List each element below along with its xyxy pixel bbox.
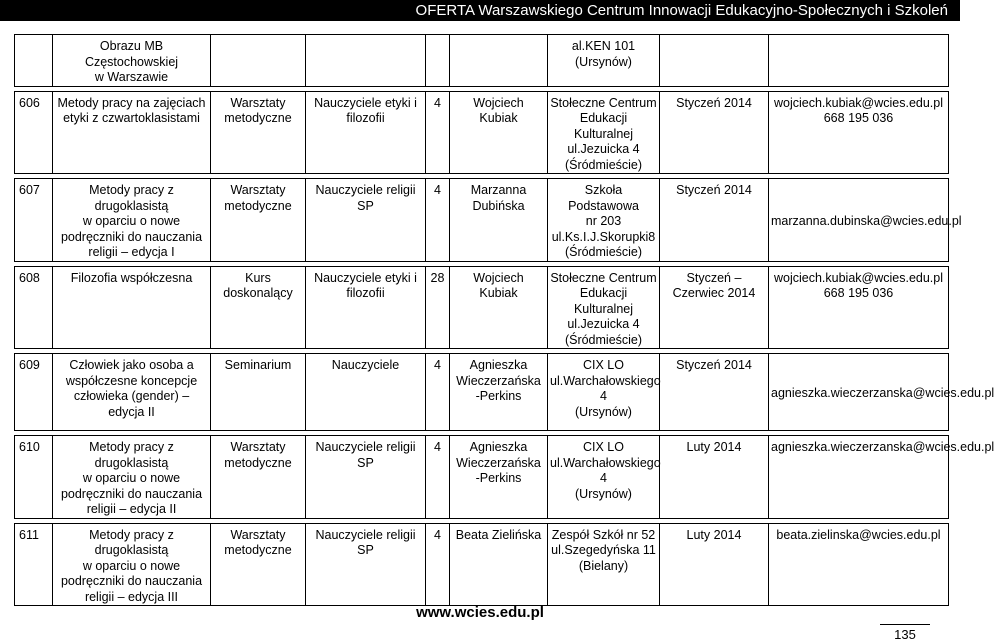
cell-place (548, 91, 660, 174)
cell-line: podręczniki do nauczania (60, 229, 203, 244)
cell-line: Nauczyciele etyki i (314, 270, 417, 285)
cell-line: (Ursynów) (575, 486, 632, 501)
cell-line: 4 (434, 183, 441, 197)
cell-line: 609 (19, 358, 40, 372)
cell-line: Luty 2014 (686, 440, 742, 454)
cell-audience (306, 179, 426, 262)
cell-line: 606 (19, 95, 40, 110)
cell-line: podręczniki do nauczania (60, 486, 203, 501)
cell-line: Edukacji Kulturalnej (573, 111, 634, 141)
cell-line: -Perkins (475, 389, 522, 403)
cell-line: -Perkins (475, 471, 522, 485)
cell-line: metodyczne (224, 543, 292, 557)
cell-line: (Śródmieście) (564, 332, 643, 347)
table-row (15, 266, 949, 349)
cell-date (660, 436, 769, 519)
cell-title (53, 523, 211, 606)
page-number: 135 (880, 624, 930, 642)
cell-line: Zespół Szkół nr 52 (551, 527, 656, 542)
cell-number (15, 436, 53, 519)
cell-line: 668 195 036 (823, 111, 894, 125)
cell-line: Czerwiec 2014 (672, 286, 756, 300)
cell-hours (426, 354, 450, 431)
cell-line: (Ursynów) (575, 404, 632, 419)
cell-line: Seminarium (224, 358, 292, 372)
cell-line: Warsztaty (230, 440, 286, 454)
cell-line: Kurs (245, 270, 271, 285)
cell-line: Styczeń 2014 (676, 95, 752, 110)
cell-line: ul.Warchałowskiego (550, 455, 661, 470)
cell-line: wojciech.kubiak@wcies.edu.pl (773, 270, 944, 285)
cell-form (211, 35, 306, 87)
cell-hours (426, 91, 450, 174)
cell-place (548, 354, 660, 431)
cell-audience (306, 91, 426, 174)
cell-line: Kubiak (479, 286, 518, 300)
cell-line: marzanna.dubinska@wcies.edu.pl (771, 214, 962, 228)
cell-form (211, 523, 306, 606)
cell-line: w oparciu o nowe (82, 558, 181, 573)
cell-line: (Śródmieście) (564, 157, 643, 172)
cell-leader (450, 91, 548, 174)
cell-audience (306, 354, 426, 431)
table-row (15, 436, 949, 519)
cell-line: Marzanna (470, 183, 527, 197)
cell-place (548, 35, 660, 87)
cell-line: Nauczyciele religii SP (315, 527, 416, 557)
cell-line: w Warszawie (94, 70, 169, 84)
cell-line: wojciech.kubiak@wcies.edu.pl (773, 95, 944, 110)
cell-line: ul.Jezuicka 4 (567, 142, 640, 156)
cell-contact (769, 354, 994, 431)
cell-line: Styczeń 2014 (676, 358, 752, 372)
cell-line: CIX LO (583, 440, 624, 454)
cell-line: religii – edycja I (88, 245, 175, 259)
cell-line: Obrazu MB Częstochowskiej (84, 39, 179, 69)
cell-number (15, 523, 53, 606)
cell-title (53, 436, 211, 519)
cell-leader (450, 35, 548, 87)
cell-hours (426, 179, 450, 262)
cell-line: beata.zielinska@wcies.edu.pl (776, 527, 941, 542)
footer-website: www.wcies.edu.pl (416, 604, 544, 621)
cell-title (53, 266, 211, 349)
cell-date (660, 354, 769, 431)
cell-line: Luty 2014 (686, 527, 742, 542)
cell-place (548, 436, 660, 519)
table-row (15, 354, 949, 431)
cell-line: Metody pracy na zajęciach (57, 95, 206, 110)
cell-contact (769, 266, 949, 349)
cell-line: religii – edycja III (84, 589, 179, 604)
cell-line: filozofii (346, 111, 385, 125)
page-banner: OFERTA Warszawskiego Centrum Innowacji Edukacyjno-Społecznych i Szkoleń (0, 0, 960, 21)
cell-number (15, 91, 53, 174)
cell-line: podręczniki do nauczania (60, 574, 203, 588)
cell-line: doskonalący (223, 286, 293, 300)
cell-contact (769, 523, 949, 606)
cell-line: Styczeń 2014 (676, 183, 752, 197)
cell-line: Warsztaty (230, 95, 286, 110)
cell-line: metodyczne (224, 111, 292, 125)
cell-line: 4 (434, 440, 441, 454)
cell-line: Człowiek jako osoba a (69, 358, 194, 372)
cell-title (53, 179, 211, 262)
cell-line: Metody pracy z drugoklasistą (89, 440, 174, 470)
course-table (14, 34, 994, 606)
cell-audience (306, 266, 426, 349)
cell-line: Nauczyciele etyki i (314, 95, 417, 110)
cell-line: (Bielany) (578, 558, 629, 573)
cell-date (660, 35, 769, 87)
cell-line: 4 (434, 527, 441, 542)
cell-line: 608 (19, 270, 40, 285)
cell-line: Wieczerzańska (456, 373, 541, 388)
cell-leader (450, 354, 548, 431)
cell-line: Warsztaty (230, 527, 286, 542)
cell-place (548, 523, 660, 606)
cell-line: Warsztaty (230, 183, 286, 197)
cell-line: 607 (19, 183, 40, 197)
table-row (15, 523, 949, 606)
table-row (15, 91, 949, 174)
cell-line: Nauczyciele (331, 358, 400, 372)
cell-audience (306, 436, 426, 519)
cell-leader (450, 179, 548, 262)
cell-form (211, 436, 306, 519)
cell-line: Beata Zielińska (455, 527, 542, 542)
cell-leader (450, 266, 548, 349)
cell-number (15, 35, 53, 87)
cell-line: Agnieszka (469, 358, 528, 372)
cell-line: nr 203 (585, 214, 622, 228)
cell-date (660, 523, 769, 606)
cell-leader (450, 523, 548, 606)
table-row (15, 35, 949, 87)
cell-line: 4 (434, 95, 441, 110)
cell-line: 610 (19, 440, 40, 454)
cell-line: ul.Warchałowskiego (550, 373, 661, 388)
cell-title (53, 35, 211, 87)
cell-date (660, 179, 769, 262)
cell-line: (Śródmieście) (564, 245, 643, 259)
cell-contact (769, 35, 949, 87)
cell-line: ul.Ks.I.J.Skorupki8 (551, 229, 656, 244)
cell-form (211, 91, 306, 174)
cell-line: Stołeczne Centrum (550, 270, 657, 285)
cell-line: Agnieszka (469, 440, 528, 454)
cell-number (15, 179, 53, 262)
cell-line: 28 (430, 270, 445, 285)
cell-hours (426, 35, 450, 87)
cell-line: Edukacji Kulturalnej (573, 286, 634, 316)
cell-contact (769, 436, 994, 519)
cell-form (211, 354, 306, 431)
cell-line: Nauczyciele religii SP (315, 183, 416, 213)
cell-title (53, 354, 211, 431)
cell-place (548, 179, 660, 262)
cell-line: Styczeń – (686, 270, 742, 285)
cell-line: 4 (600, 471, 607, 485)
cell-line: ul.Szegedyńska 11 (551, 543, 656, 557)
cell-audience (306, 523, 426, 606)
cell-form (211, 179, 306, 262)
cell-line: metodyczne (224, 455, 292, 470)
cell-line: Kubiak (479, 111, 518, 125)
cell-line: 4 (600, 389, 607, 403)
cell-line: człowieka (gender) – edycja II (73, 389, 190, 419)
cell-contact (769, 179, 962, 262)
cell-number (15, 266, 53, 349)
cell-hours (426, 266, 450, 349)
cell-line: Wojciech (473, 270, 524, 285)
cell-line: ul.Jezuicka 4 (567, 317, 640, 331)
cell-line: al.KEN 101 (571, 39, 636, 53)
cell-line: (Ursynów) (575, 54, 632, 69)
cell-line: Nauczyciele religii SP (315, 440, 416, 470)
cell-line: metodyczne (224, 198, 292, 213)
cell-audience (306, 35, 426, 87)
cell-line: filozofii (346, 286, 385, 300)
cell-date (660, 91, 769, 174)
cell-form (211, 266, 306, 349)
cell-title (53, 91, 211, 174)
cell-line: Szkoła Podstawowa (568, 183, 639, 213)
cell-line: 4 (434, 358, 441, 372)
cell-line: Metody pracy z drugoklasistą (89, 183, 174, 213)
cell-contact (769, 91, 949, 174)
cell-line: etyki z czwartoklasistami (63, 111, 200, 125)
cell-number (15, 354, 53, 431)
cell-line: 611 (19, 527, 39, 542)
cell-line: Wieczerzańska (456, 455, 541, 470)
cell-line: w oparciu o nowe (82, 471, 181, 485)
cell-leader (450, 436, 548, 519)
cell-place (548, 266, 660, 349)
cell-line: religii – edycja II (86, 502, 177, 516)
cell-date (660, 266, 769, 349)
cell-line: Metody pracy z drugoklasistą (89, 527, 174, 557)
cell-line: w oparciu o nowe (82, 214, 181, 228)
cell-line: CIX LO (583, 358, 624, 372)
cell-hours (426, 436, 450, 519)
cell-line: agnieszka.wieczerzanska@wcies.edu.pl (771, 386, 994, 401)
cell-line: agnieszka.wieczerzanska@wcies.edu.pl (771, 440, 994, 454)
cell-line: 668 195 036 (823, 286, 894, 300)
cell-hours (426, 523, 450, 606)
cell-line: Wojciech (473, 95, 524, 110)
cell-line: współczesne koncepcje (65, 373, 198, 388)
cell-line: Stołeczne Centrum (550, 95, 657, 110)
cell-line: Dubińska (472, 198, 525, 213)
table-row (15, 179, 949, 262)
cell-line: Filozofia współczesna (70, 270, 193, 285)
